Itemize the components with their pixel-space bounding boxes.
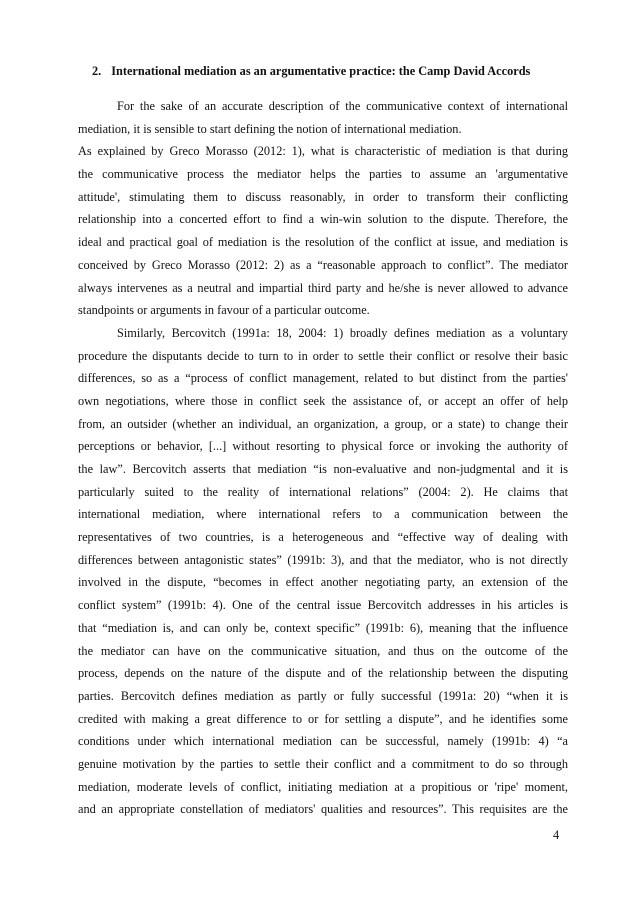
section-title: International mediation as an argumentative practice: the Camp David Accords: [111, 64, 531, 78]
text-line: the communicative process the mediator helps the parties to assume an 'argumentative: [78, 167, 568, 182]
text-line: from, an outsider (whether an individual, an organization, a group, or a state) to change their: [78, 416, 568, 431]
text-line: As explained by Greco Morasso (2012: 1), what is characteristic of mediation is that during: [78, 144, 568, 159]
section-heading: [92, 64, 530, 79]
text-line: credited with making a great difference to or for settling a dispute”, and he identifies some: [78, 711, 568, 726]
text-line: For the sake of an accurate description of the communicative context of international: [117, 99, 568, 113]
text-line: procedure the disputants decide to turn to in order to settle their conflict or resolve their basic: [78, 348, 568, 363]
text-line: international mediation, where international refers to a communication between the: [78, 507, 568, 522]
text-line: own negotiations, where those in conflict seek the assistance of, or accept an offer of help: [78, 393, 568, 408]
body-text: [78, 95, 568, 821]
text-line: conflict system” (1991b: 4). One of the central issue Bercovitch addresses in his articles is: [78, 598, 568, 613]
text-line: differences, so as a “process of conflict management, related to but distinct from the parties': [78, 371, 568, 386]
text-line: relationship into a concerted effort to find a win-win solution to the dispute. Therefore, the: [78, 212, 568, 227]
text-line: mediation, moderate levels of conflict, initiating mediation at a propitious or 'ripe' moment,: [78, 779, 568, 794]
text-line: ideal and practical goal of mediation is the resolution of the conflict at issue, and mediation is: [78, 235, 568, 250]
text-line: mediation, it is sensible to start defining the notion of international mediation.: [78, 121, 462, 136]
page-number: 4: [553, 828, 560, 842]
text-line: Similarly, Bercovitch (1991a: 18, 2004: 1) broadly defines mediation as a voluntary: [117, 325, 568, 340]
text-line: the mediator can have on the communicative situation, and thus on the outcome of the: [78, 643, 568, 658]
text-line: and an appropriate constellation of mediators' qualities and resources”. This requisites are the: [78, 802, 568, 817]
section-number: 2.: [92, 64, 102, 78]
text-line: always intervenes as a neutral and impartial third party and he/she is never allowed to advance: [78, 280, 568, 295]
text-line: the law”. Bercovitch asserts that mediation “is non-evaluative and non-judgmental and it is: [78, 462, 568, 476]
text-line: conceived by Greco Morasso (2012: 2) as a “reasonable approach to conflict”. The mediator: [78, 257, 568, 272]
text-line: parties. Bercovitch defines mediation as partly or fully successful (1991a: 20) “when it is: [78, 688, 568, 703]
text-line: genuine motivation by the parties to settle their conflict and a commitment to do so through: [78, 756, 568, 771]
text-line: perceptions or behavior, [...] without resorting to physical force or invoking the authority of: [78, 439, 568, 454]
text-line: that “mediation is, and can only be, context specific” (1991b: 6), meaning that the influence: [78, 620, 568, 635]
text-line: differences between antagonistic states” (1991b: 3), and that the mediator, who is not directly: [78, 552, 568, 567]
text-line: representatives of two countries, is a heterogeneous and “effective way of dealing with: [78, 530, 568, 545]
text-line: particularly suited to the reality of international relations” (2004: 2). He claims that: [78, 484, 568, 499]
text-line: conditions under which international mediation can be successful, namely (1991b: 4) “a: [78, 734, 568, 749]
text-line: process, depends on the nature of the dispute and of the relationship between the disputing: [78, 666, 568, 681]
text-line: attitude', stimulating them to discuss reasonably, in order to transform their conflicting: [78, 189, 568, 204]
text-line: standpoints or arguments in favour of a particular outcome.: [78, 303, 370, 318]
text-line: involved in the dispute, “becomes in effect another negotiating party, an extension of the: [78, 575, 568, 590]
